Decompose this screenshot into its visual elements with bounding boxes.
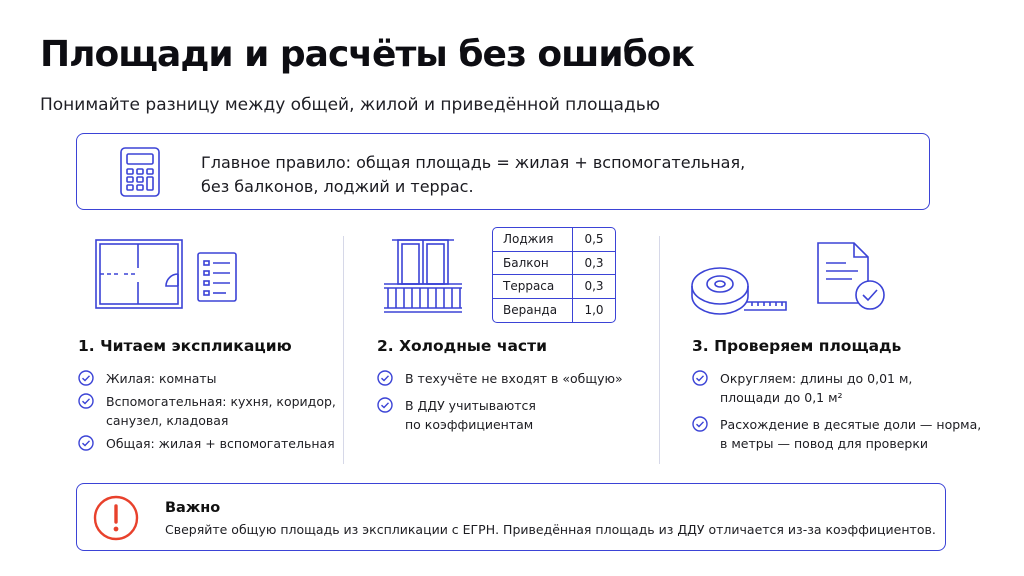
column-divider — [343, 236, 344, 464]
check-circle-icon — [377, 397, 393, 413]
column-3-items — [692, 369, 981, 459]
list-item — [78, 392, 336, 430]
coefficient-name: Балкон — [493, 252, 573, 275]
coefficient-value: 0,3 — [584, 255, 604, 270]
list-item-line: площади до 0,1 м² — [720, 390, 843, 405]
column-2-title: 2. Холодные части — [377, 337, 547, 355]
document-check-icon — [816, 241, 888, 313]
column-3-title: 3. Проверяем площадь — [692, 337, 902, 355]
list-item-line: Округляем: длины до 0,01 м, — [720, 371, 913, 386]
list-item — [78, 434, 336, 453]
list-item-line: Расхождение в десятые доли — норма, — [720, 417, 982, 432]
check-circle-icon — [78, 435, 94, 451]
list-item-line: по коэффициентам — [405, 417, 534, 432]
coefficient-name: Лоджия — [493, 228, 573, 251]
notice-text: Сверяйте общую площадь из экспликации с ЕГРН. Приведённая площадь из ДДУ отличается из-за коэффициентов. — [165, 522, 936, 537]
list-item — [692, 415, 981, 453]
list-item — [377, 396, 623, 434]
coefficient-value: 0,3 — [584, 279, 604, 293]
check-circle-icon — [692, 416, 708, 432]
list-item-line: Общая: жилая + вспомогательная — [106, 436, 335, 451]
exclamation-circle-icon — [91, 493, 141, 543]
coefficient-table — [492, 227, 616, 323]
list-item-line: санузел, кладовая — [106, 413, 229, 428]
coefficient-value: 1,0 — [584, 302, 604, 317]
coefficient-name: Веранда — [493, 299, 573, 323]
notice-title: Важно — [165, 500, 221, 516]
list-item — [692, 369, 981, 407]
check-circle-icon — [692, 370, 708, 386]
table-row — [493, 228, 615, 252]
tape-measure-icon — [690, 262, 788, 320]
list-item-line: Вспомогательная: кухня, коридор, — [106, 394, 336, 409]
main-rule-box — [76, 133, 930, 210]
document-list-icon — [196, 251, 238, 303]
check-circle-icon — [377, 370, 393, 386]
main-rule-line-1: Главное правило: общая площадь = жилая + вспомогательная, — [201, 153, 746, 172]
table-row — [493, 299, 615, 323]
check-circle-icon — [78, 393, 94, 409]
column-2-items — [377, 369, 623, 440]
balcony-icon — [382, 238, 464, 314]
main-rule-line-2: без балконов, лоджий и террас. — [201, 177, 474, 196]
table-row — [493, 252, 615, 276]
check-circle-icon — [78, 370, 94, 386]
main-rule-text — [201, 151, 745, 199]
page-title: Площади и расчёты без ошибок — [40, 34, 694, 75]
coefficient-value: 0,5 — [584, 232, 604, 246]
list-item-line: В техучёте не входят в «общую» — [405, 371, 623, 386]
column-divider — [659, 236, 660, 464]
column-1-items — [78, 369, 336, 459]
floor-plan-icon — [94, 238, 184, 310]
column-1-title: 1. Читаем экспликацию — [78, 337, 292, 355]
list-item — [377, 369, 623, 388]
calculator-icon — [115, 146, 165, 198]
page-subtitle: Понимайте разницу между общей, жилой и приведённой площадью — [40, 95, 661, 115]
coefficient-name: Терраса — [493, 275, 573, 298]
list-item — [78, 369, 336, 388]
table-row — [493, 275, 615, 299]
list-item-line: Жилая: комнаты — [106, 371, 217, 386]
list-item-line: в метры — повод для проверки — [720, 436, 928, 451]
important-notice — [76, 483, 946, 551]
list-item-line: В ДДУ учитываются — [405, 398, 536, 413]
